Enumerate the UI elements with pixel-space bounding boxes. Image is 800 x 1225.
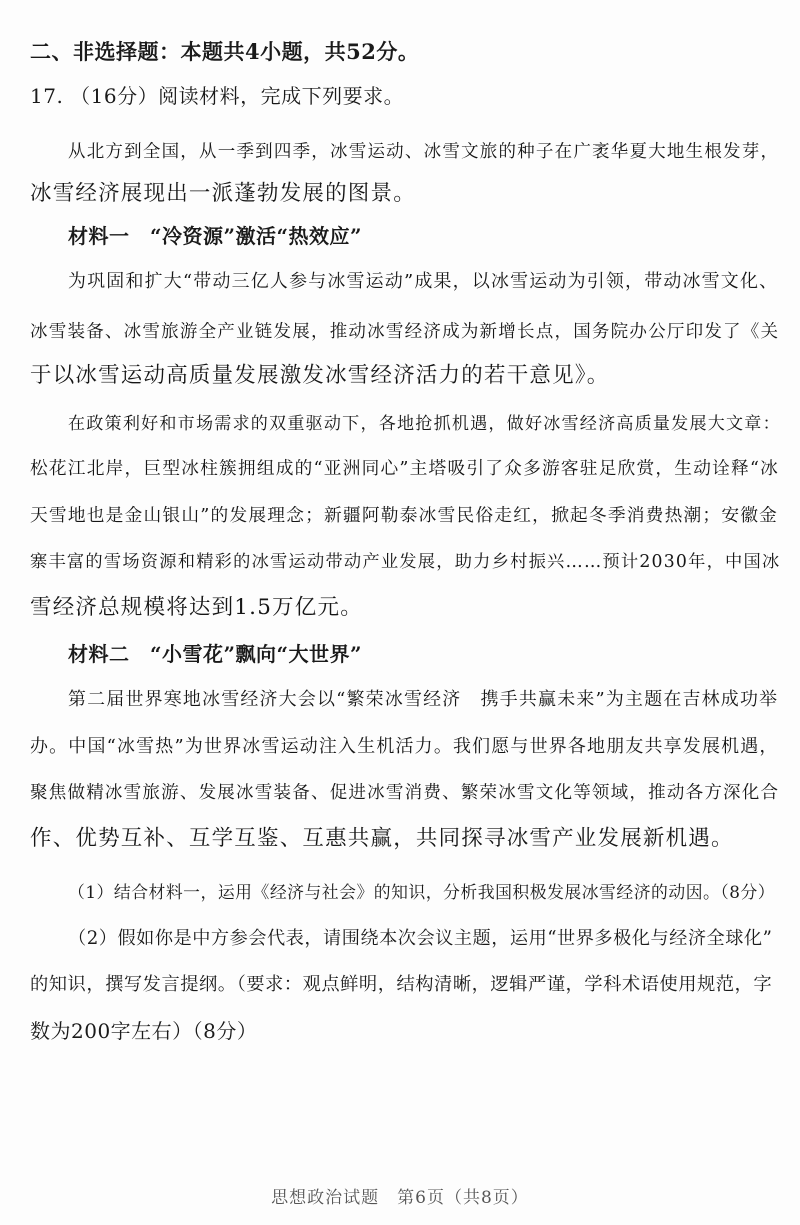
task-2-line-2: 的知识，撰写发言提纲。（要求：观点鲜明，结构清晰，逻辑严谨，学科术语使用规范，字 bbox=[30, 974, 773, 995]
material2-para1-line-2: 办。中国“冰雪热”为世界冰雪运动注入生机活力。我们愿与世界各地朋友共享发展机遇， bbox=[30, 736, 779, 757]
page-footer: 思想政治试题 第6页（共8页） bbox=[271, 1188, 529, 1208]
material2-title: 材料二 “小雪花”飘向“大世界” bbox=[68, 642, 363, 666]
material1-para2-line-1: 在政策利好和市场需求的双重驱动下，各地抢抓机遇，做好冰雪经济高质量发展大文章： bbox=[68, 414, 781, 434]
intro-line-1: 从北方到全国，从一季到四季，冰雪运动、冰雪文旅的种子在广袤华夏大地生根发芽， bbox=[68, 142, 780, 162]
material2-para1-line-1: 第二届世界寒地冰雪经济大会以“繁荣冰雪经济 携手共赢未来”为主题在吉林成功举 bbox=[68, 689, 779, 710]
material2-para1-line-3: 聚焦做精冰雪旅游、发展冰雪装备、促进冰雪消费、繁荣冰雪文化等领域，推动各方深化合 bbox=[30, 783, 780, 803]
section-heading: 二、非选择题：本题共4小题，共52分。 bbox=[30, 39, 420, 64]
material1-para2-line-3: 天雪地也是金山银山”的发展理念；新疆阿勒泰冰雪民俗走红，掀起冬季消费热潮；安徽金 bbox=[30, 506, 779, 526]
material1-para1-line-1: 为巩固和扩大“带动三亿人参与冰雪运动”成果，以冰雪运动为引领，带动冰雪文化、 bbox=[68, 271, 779, 292]
material1-title: 材料一 “冷资源”激活“热效应” bbox=[68, 224, 363, 248]
material1-para2-line-4: 寨丰富的雪场资源和精彩的冰雪运动带动产业发展，助力乡村振兴……预计2030年，中国冰 bbox=[30, 552, 781, 572]
material1-para1-line-2: 冰雪装备、冰雪旅游全产业链发展，推动冰雪经济成为新增长点，国务院办公厅印发了《关 bbox=[30, 322, 780, 342]
material2-para1-line-4: 作、优势互补、互学互鉴、互惠共赢，共同探寻冰雪产业发展新机遇。 bbox=[30, 826, 734, 851]
task-2-line-3: 数为200字左右）（8分） bbox=[30, 1019, 258, 1043]
task-1: （1）结合材料一，运用《经济与社会》的知识，分析我国积极发展冰雪经济的动因。（8分） bbox=[68, 882, 776, 902]
intro-line-2: 冰雪经济展现出一派蓬勃发展的图景。 bbox=[30, 181, 416, 206]
material1-para2-line-2: 松花江北岸，巨型冰柱簇拥组成的“亚洲同心”主塔吸引了众多游客驻足欣赏，生动诠释“冰 bbox=[30, 459, 780, 479]
task-2-line-1: （2）假如你是中方参会代表，请围绕本次会议主题，运用“世界多极化与经济全球化” bbox=[68, 928, 773, 949]
question-number-line: 17. （16分）阅读材料，完成下列要求。 bbox=[30, 84, 405, 108]
material1-para1-line-3: 于以冰雪运动高质量发展激发冰雪经济活力的若干意见》。 bbox=[30, 363, 610, 388]
material1-para2-line-5: 雪经济总规模将达到1.5万亿元。 bbox=[30, 595, 363, 620]
